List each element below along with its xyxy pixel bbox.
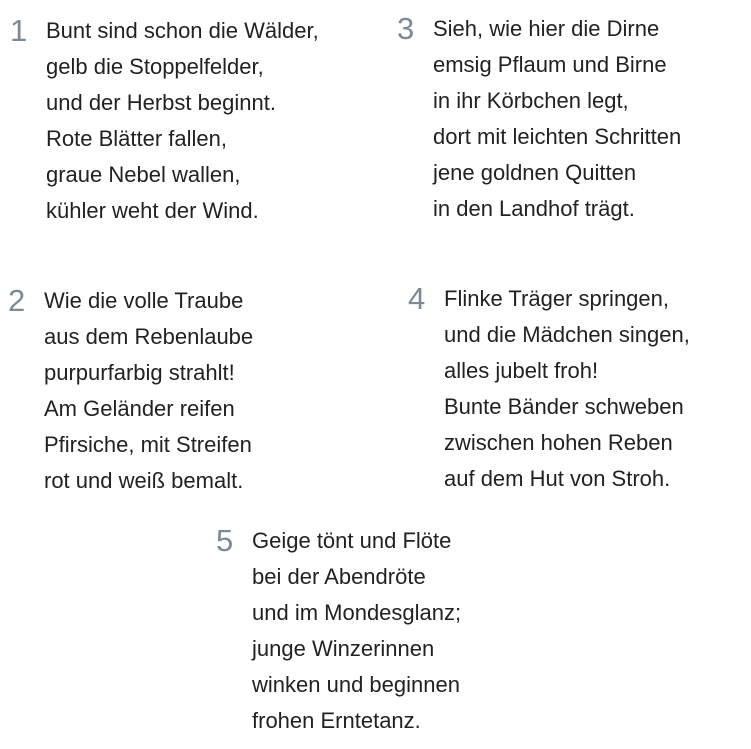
verse-line: gelb die Stoppelfelder, — [46, 54, 264, 79]
verse-line: Flinke Träger springen, — [444, 286, 669, 311]
verse-line: kühler weht der Wind. — [46, 198, 259, 223]
verse-line: jene goldnen Quitten — [433, 160, 637, 185]
stanza-number: 4 — [408, 281, 426, 316]
stanza-2 — [8, 283, 253, 499]
verse-line: zwischen hohen Reben — [444, 430, 673, 455]
stanza-4 — [408, 281, 690, 497]
stanza-1 — [10, 13, 319, 229]
verse-line: und die Mädchen singen, — [444, 322, 690, 347]
stanza-number: 3 — [397, 11, 415, 46]
stanza-lines — [444, 281, 690, 497]
verse-line: bei der Abendröte — [252, 564, 426, 589]
verse-line: dort mit leichten Schritten — [433, 124, 682, 149]
verse-line: und im Mondesglanz; — [252, 600, 462, 625]
verse-line: Bunt sind schon die Wälder, — [46, 18, 319, 43]
stanza-lines — [252, 523, 461, 739]
verse-line: graue Nebel wallen, — [46, 162, 241, 187]
verse-line: Geige tönt und Flöte — [252, 528, 452, 553]
verse-line: in ihr Körbchen legt, — [433, 88, 629, 113]
stanza-lines — [46, 13, 319, 229]
verse-line: Rote Blätter fallen, — [46, 126, 227, 151]
verse-line: in den Landhof trägt. — [433, 196, 635, 221]
stanza-lines — [44, 283, 253, 499]
stanza-3 — [397, 11, 681, 227]
stanza-number: 5 — [216, 523, 234, 558]
verse-line: emsig Pflaum und Birne — [433, 52, 667, 77]
verse-line: Sieh, wie hier die Dirne — [433, 16, 660, 41]
verse-line: junge Winzerinnen — [252, 636, 435, 661]
verse-line: purpurfarbig strahlt! — [44, 360, 235, 385]
verse-line: aus dem Rebenlaube — [44, 324, 254, 349]
stanza-5 — [216, 523, 461, 739]
stanza-lines — [433, 11, 681, 227]
verse-line: Wie die volle Traube — [44, 288, 244, 313]
verse-line: Am Geländer reifen — [44, 396, 235, 421]
verse-line: Bunte Bänder schweben — [444, 394, 684, 419]
verse-line: und der Herbst beginnt. — [46, 90, 276, 115]
verse-line: auf dem Hut von Stroh. — [444, 466, 671, 491]
verse-line: rot und weiß bemalt. — [44, 468, 244, 493]
verse-line: winken und beginnen — [252, 672, 460, 697]
verse-line: frohen Erntetanz. — [252, 708, 421, 733]
verse-line: alles jubelt froh! — [444, 358, 599, 383]
stanza-number: 2 — [8, 283, 26, 318]
stanza-number: 1 — [10, 13, 28, 48]
verse-line: Pfirsiche, mit Streifen — [44, 432, 252, 457]
